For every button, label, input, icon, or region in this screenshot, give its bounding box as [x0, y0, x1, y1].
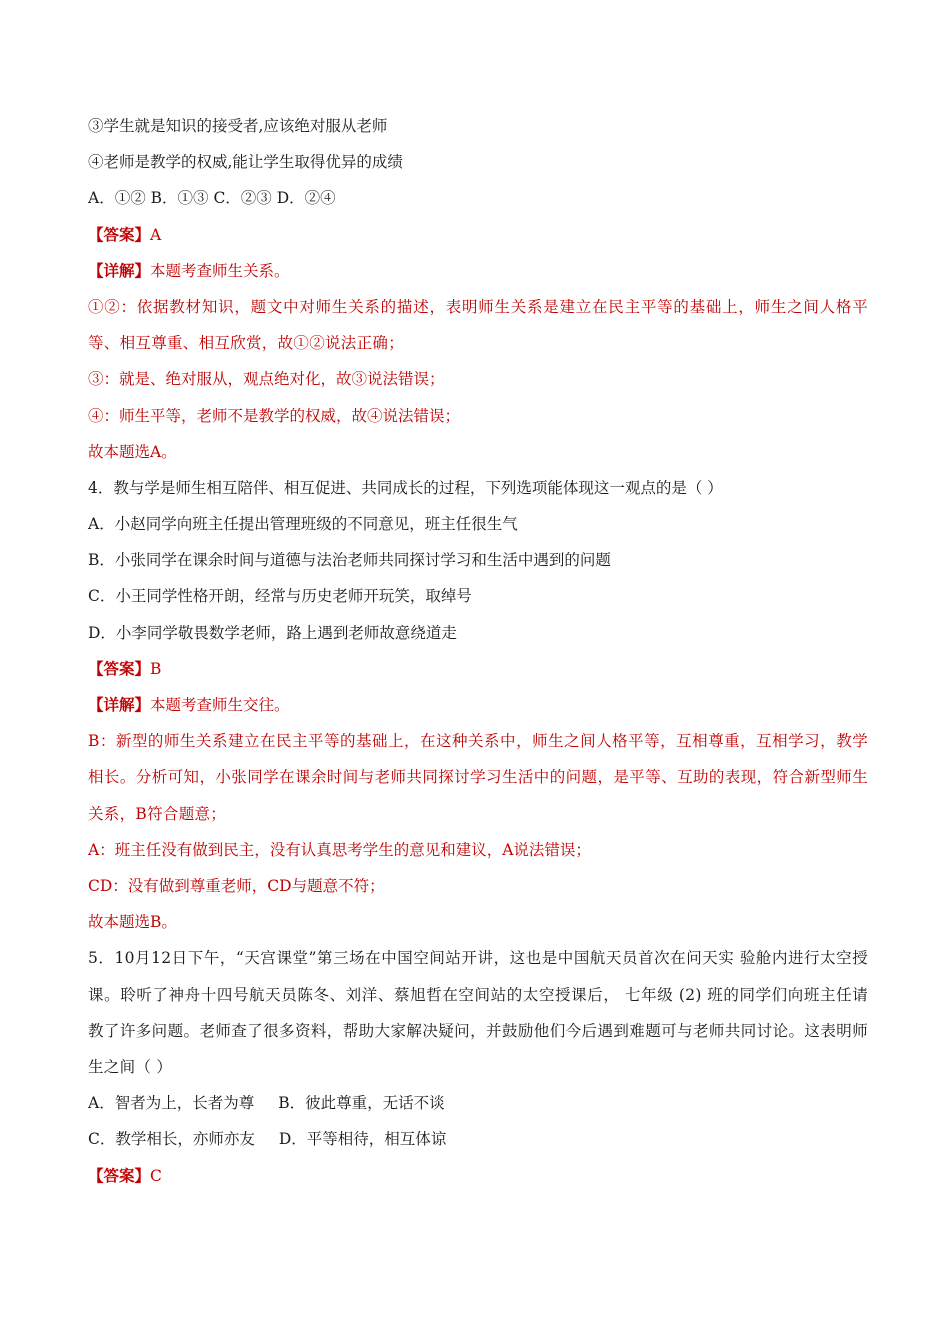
- q4-explain-3: CD：没有做到尊重老师，CD与题意不符；: [88, 877, 385, 896]
- q3-choices: A．①② B．①③ C．②③ D．②④: [88, 189, 336, 208]
- q3-explain-1: ①②：依据教材知识，题文中对师生关系的描述，表明师生关系是建立在民主平等的基础上，师生之间人格平等、相互尊重、相互欣赏，故①②说法正确；: [88, 297, 868, 353]
- detail-label: 【详解】: [88, 260, 151, 280]
- q5-options-row-2: [88, 1121, 868, 1157]
- answer-value: A: [150, 225, 162, 244]
- answer-value: C: [150, 1166, 162, 1185]
- q5-option-c: C．教学相长，亦师亦友: [88, 1130, 255, 1149]
- answer-label: 【答案】: [88, 1165, 151, 1185]
- q4-option-a: A．小赵同学向班主任提出管理班级的不同意见，班主任很生气: [88, 515, 518, 534]
- q4-option-d: D．小李同学敬畏数学老师，路上遇到老师故意绕道走: [88, 623, 457, 642]
- q3-explain-4: 故本题选A。: [88, 442, 177, 461]
- q4-option-b: B．小张同学在课余时间与道德与法治老师共同探讨学习和生活中遇到的问题: [88, 551, 611, 570]
- q4-explain-1: B：新型的师生关系建立在民主平等的基础上，在这种关系中，师生之间人格平等，互相尊重，互相学习，教学相长。分析可知，小张同学在课余时间与老师共同探讨学习生活中的问题，是平等、互助的表现，符合新型师生关系，B符合题意；: [88, 732, 868, 823]
- detail-intro: 本题考查师生关系。: [150, 261, 290, 280]
- answer-label: 【答案】: [88, 224, 151, 244]
- q3-option-4: ④老师是教学的权威,能让学生取得优异的成绩: [88, 153, 403, 172]
- q4-stem: 4．教与学是师生相互陪伴、相互促进、共同成长的过程，下列选项能体现这一观点的是（ ）: [88, 478, 723, 497]
- q4-detail: [88, 687, 868, 723]
- q5-stem: 5．10月12日下午，“天宫课堂”第三场在中国空间站开讲，这也是中国航天员首次在问天实 验舱内进行太空授课。聆听了神舟十四号航天员陈冬、刘洋、蔡旭哲在空间站的太空授课后， 七年级 (2) 班的同学们向班主任请教了许多问题。老师查了很多资料，帮助大家解决疑问，并鼓励他们今后遇到难题可与老师共同讨论。这表明师生之间（ ）: [88, 949, 868, 1076]
- q5-option-d: D．平等相待，相互体谅: [278, 1130, 447, 1149]
- document-page: [88, 108, 868, 1194]
- answer-label: 【答案】: [88, 658, 151, 678]
- detail-intro: 本题考查师生交往。: [150, 696, 290, 715]
- detail-label: 【详解】: [88, 695, 151, 715]
- q4-option-c: C．小王同学性格开朗，经常与历史老师开玩笑，取绰号: [88, 587, 472, 606]
- q5-options-row-1: [88, 1085, 868, 1121]
- q3-explain-3: ④：师生平等，老师不是教学的权威，故④说法错误；: [88, 406, 461, 425]
- q3-option-3: ③学生就是知识的接受者,应该绝对服从老师: [88, 117, 388, 135]
- q3-detail: [88, 253, 868, 289]
- q3-answer: [88, 217, 868, 253]
- q3-explain-2: ③：就是、绝对服从，观点绝对化，故③说法错误；: [88, 370, 445, 389]
- q4-answer: [88, 651, 868, 687]
- q5-option-b: B．彼此尊重，无话不谈: [278, 1094, 445, 1113]
- q5-option-a: A．智者为上，长者为尊: [88, 1094, 255, 1113]
- q4-explain-4: 故本题选B。: [88, 913, 177, 932]
- q5-answer: [88, 1158, 868, 1194]
- answer-value: B: [150, 659, 162, 678]
- q4-explain-2: A：班主任没有做到民主，没有认真思考学生的意见和建议，A说法错误；: [88, 840, 591, 859]
